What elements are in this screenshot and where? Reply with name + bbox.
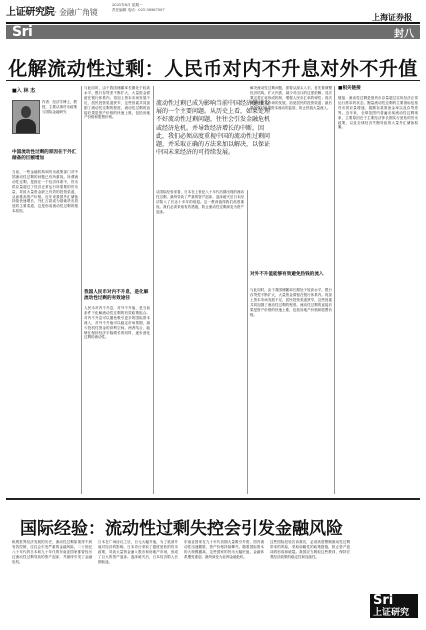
footer-logo-code: Sri — [373, 593, 394, 608]
story2-col-2: 日本在广场协议之后，日元大幅升值，为了抵消升值对经济的影响，日本央行采取了极度宽松的货币政策，导致大量资金涌入股市和房地产市场，形成了巨大的资产泡沫。泡沫破灭后，日本经济陷入长期低迷。 — [98, 540, 178, 564]
column-4-text: 与此同时，由于我国储蓄率长期处于较高水平，银行存贷差不断扩大，大量资金滞留在银行体系内。再加上资本市场发展不足，居民投资渠道狭窄，这些因素共同加剧了流动性过剩的程度。流动性过剩的直接后果是资产价格的快速上涨，包括房地产价格和股票价格。 — [250, 288, 332, 317]
subhead-1: 中国流动性过剩的原因在于外汇储备的巨额增加 — [12, 150, 77, 161]
column-divider-1 — [81, 86, 82, 494]
sidebar-label: ■相关链接 — [338, 86, 361, 91]
story2-col-4: 这些国际经验告诉我们，必须高度警惕流动性过剩带来的风险，采取前瞻性的政策措施，防止资产泡沫的形成和破裂。我国应当吸取这些教训，保持宏观经济政策的稳定性和连续性。 — [270, 540, 350, 559]
column-divider-3 — [247, 190, 248, 494]
footer-logo-name: 上证研究院 — [373, 608, 410, 629]
publication-name: 上海证券报 — [372, 12, 412, 22]
author-photo — [12, 100, 40, 134]
header-rule — [6, 22, 420, 24]
subhead-3: 对外不升值能够有效避免热钱的流入 — [250, 272, 324, 277]
column-3-text: 从国际经验来看，日本在上世纪八十年代后期出现的流动性过剩，最终导致了严重的资产泡沫，泡沫破灭后日本经济陷入了长达十多年的衰退。这一教训值得我们高度重视。我们必须采取有效措施，防止流动性过剩演变为资产泡沫。 — [156, 190, 244, 214]
meta-line-2: 责任编辑 电话：021-38967507 — [112, 7, 165, 12]
footer-logo — [370, 593, 418, 629]
author-photo-body — [16, 119, 36, 133]
author-bio: 作者：经济学博士，教授，主要从事货币政策与国际金融研究 — [42, 100, 77, 114]
byline: ■入 林 杰 — [12, 88, 36, 94]
story2-col-1: 纵观世界经济发展的历史，流动性过剩如果得不到有效控制，往往会引发严重的金融风险。二十世纪八十年代的日本和九十年代的东南亚国家都曾经历过流动性过剩导致的资产泡沫，并最终引发了金融危机。 — [12, 540, 92, 564]
story2-col-3: 东南亚国家在九十年代初期大量吸引外资，国内流动性迅速膨胀，资产价格持续攀升。随着国际资本的大规模撤离，这些国家的货币大幅贬值，金融体系遭受重创，最终演变为亚洲金融危机。 — [184, 540, 264, 559]
pull-quote: 流动性过剩已成为影响当前中国经济健康发展的一个主要问题。从历史上看，如果处理不好流动性过剩问题，往往会引发金融危机或经济危机。并导致经济增长的中断。因此，我们必须高度重视中国的流动性过剩问题，并采取正确的方法来加以解决，以保证中国未来经济的可持续发展。 — [156, 100, 271, 157]
column-divider-4 — [334, 86, 335, 494]
subsection-name: · 金融广角镜 — [54, 8, 98, 17]
section-name: 上证研究院 — [6, 7, 55, 18]
section-title — [6, 3, 98, 18]
header-bar — [6, 25, 420, 39]
edition-meta — [112, 3, 165, 12]
column-2-text: 人民币对内不升息，对外不升值，是当前条件下化解流动性过剩的有效政策组合。对内不升息可以避免吸引更多的国际资本流入，对外不升值可以稳定市场预期，减少投机性资金的套利空间。两者结合，能够在保持经济平稳增长的同时，逐步消化过剩的流动性。 — [84, 306, 150, 340]
column-code: Sri — [12, 24, 33, 40]
subhead-2: 我国人民币对内不升息，是化解流动性过剩的有效途径 — [84, 290, 149, 301]
story-divider — [6, 498, 420, 500]
main-headline: 化解流动性过剩：人民币对内不升息对外不升值 — [8, 58, 418, 80]
column-4-text-top: 解决流动性过剩问题，需要从源头入手。首先要调整经济结构，扩大内需，减少对出口的过度依赖；其次要完善汇率形成机制，增强人民币汇率的弹性；再次要加快资本市场的发展，拓宽居民的投资渠道；最后要加强对跨境资本流动的监管，防止热钱大量流入。 — [250, 86, 332, 110]
headline-rule — [6, 80, 420, 81]
column-1-text: 当前，一些金融机构和货币政策部门对中国流动性过剩的问题已有所重视。所谓流动性过剩，是指在一个经济体系中，货币供应量超过了经济正常运行所需要的货币量，导致大量资金缺乏有效的投资渠道，从而推高资产价格。近年来我国外汇储备持续快速增长，外汇占款成为基础货币投放的主要渠道，这是形成流动性过剩的根本原因。 — [12, 170, 78, 214]
page-number: 封八 — [394, 29, 414, 40]
column-2-text-top: 与此同时，由于我国储蓄率长期处于较高水平，银行存贷差不断扩大，大量资金滞留在银行体系内。再加上资本市场发展不足，居民投资渠道狭窄，这些因素共同加剧了流动性过剩的程度。流动性过剩的直接后果是资产价格的快速上涨，包括房地产价格和股票价格。 — [84, 86, 150, 120]
meta-line-1: 2021年8月 星期一 — [112, 3, 143, 7]
second-headline: 国际经验：流动性过剩失控会引发金融风险 — [20, 519, 343, 539]
author-photo-head — [21, 106, 31, 118]
column-divider-2 — [153, 86, 154, 494]
sidebar-text: 链接：流动性过剩是指货币存量超过实体经济正常运行需求的状态。衡量流动性过剩的主要指标包括货币供应量增速、超额存款准备金率以及存贷差等。近年来，全球范围内普遍出现流动性过剩现象，主要原因在于主要经济体长期实行宽松的货币政策，以及全球经济失衡导致的大量外汇储备积累。 — [338, 96, 418, 130]
